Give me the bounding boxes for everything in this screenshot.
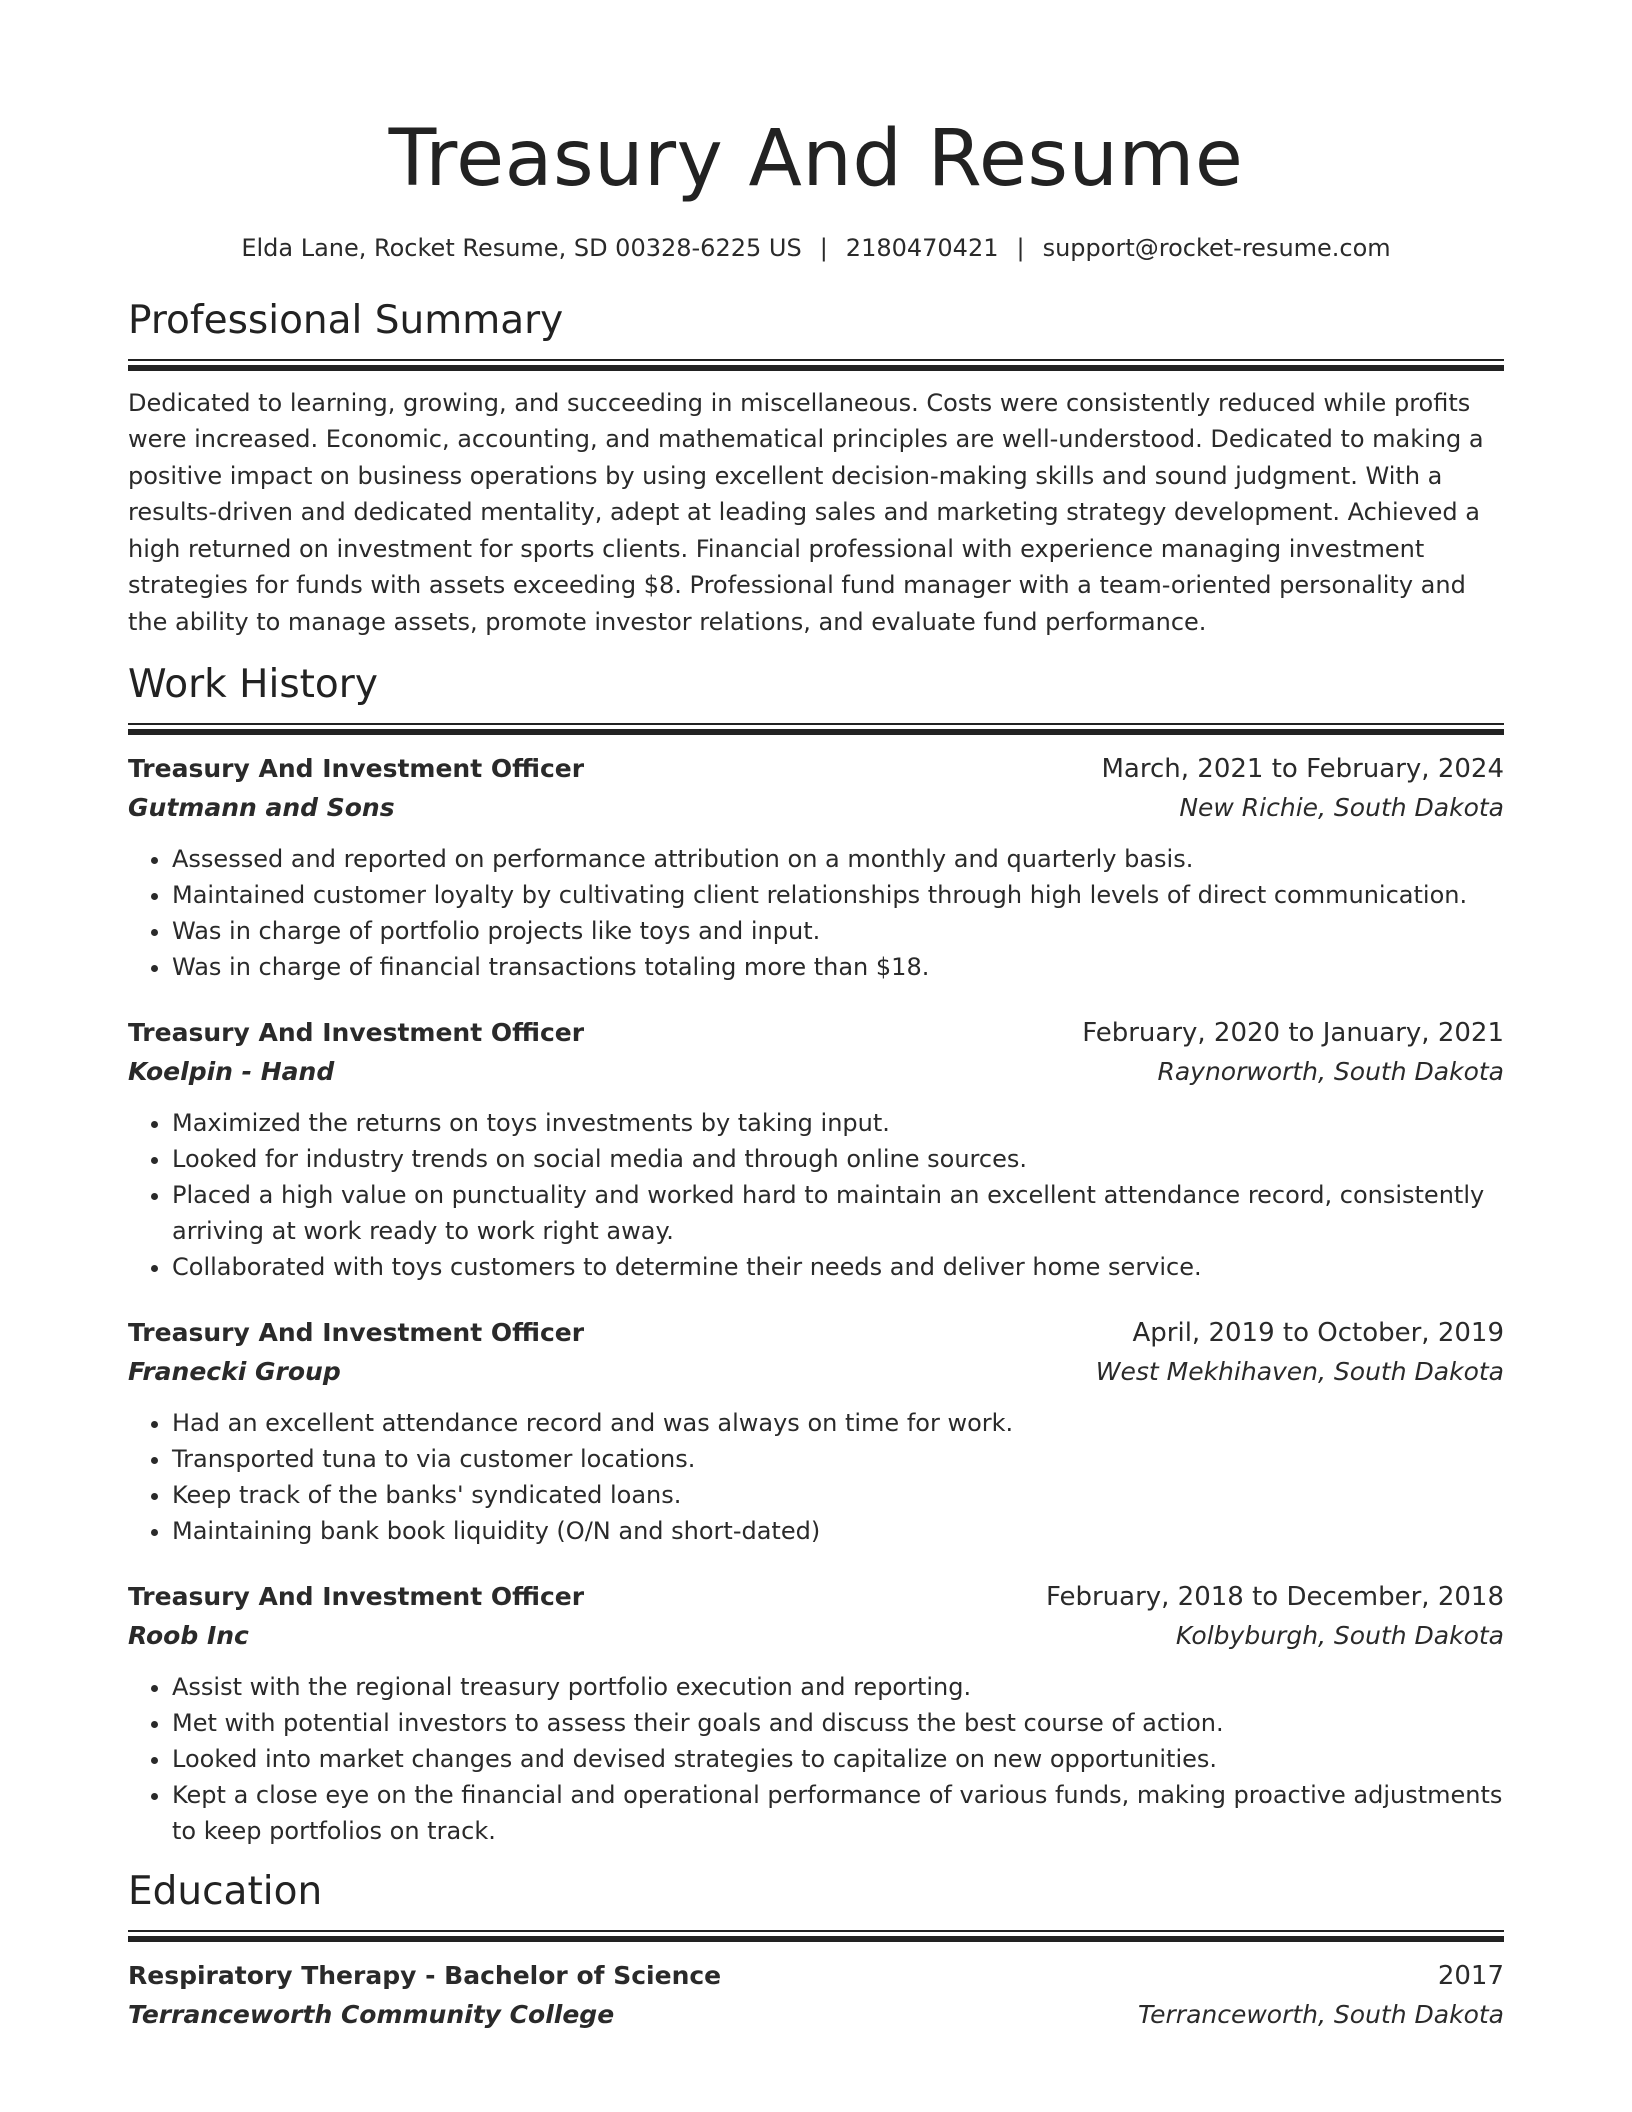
education-location: Terranceworth, South Dakota	[1137, 1999, 1504, 2029]
section-divider	[128, 723, 1504, 735]
job-bullet: • Collaborated with toys customers to determine their needs and deliver home service.	[172, 1249, 1504, 1285]
job-bullets	[128, 841, 1504, 985]
job-company: Gutmann and Sons	[128, 793, 395, 823]
job-bullet: • Had an excellent attendance record and was always on time for work.	[172, 1405, 1504, 1441]
job-entry	[128, 1013, 1504, 1285]
job-location: West Mekhihaven, South Dakota	[1095, 1357, 1504, 1387]
job-bullet: • Looked for industry trends on social media and through online sources.	[172, 1141, 1504, 1177]
job-bullet: • Was in charge of portfolio projects like toys and input.	[172, 913, 1504, 949]
summary-text: Dedicated to learning, growing, and succeeding in miscellaneous. Costs were consistently reduced while profits were increased. Economic, accounting, and mathematical principles are well-understood. Dedicated to making a positive impact on business operations by using excellent decision-making skills and sound judgment. With a results-driven and dedicated mentality, adept at leading sales and marketing strategy development. Achieved a high returned on investment for sports clients. Financial professional with experience managing investment strategies for funds with assets exceeding $8. Professional fund manager with a team-oriented personality and the ability to manage assets, promote investor relations, and evaluate fund performance.	[128, 388, 1484, 636]
job-bullet: • Assessed and reported on performance attribution on a monthly and quarterly basis.	[172, 841, 1504, 877]
job-bullet: • Looked into market changes and devised strategies to capitalize on new opportunities.	[172, 1741, 1504, 1777]
job-location: Kolbyburgh, South Dakota	[1175, 1621, 1504, 1651]
education-year: 2017	[1437, 1960, 1504, 1991]
job-dates: April, 2019 to October, 2019	[1132, 1318, 1504, 1349]
job-bullets	[128, 1405, 1504, 1549]
contact-separator: |	[1016, 234, 1025, 262]
job-bullet: • Assist with the regional treasury portfolio execution and reporting.	[172, 1669, 1504, 1705]
job-dates: February, 2020 to January, 2021	[1082, 1018, 1504, 1049]
section-title-work-history: Work History	[128, 662, 378, 708]
job-bullet: • Keep track of the banks' syndicated loans.	[172, 1477, 1504, 1513]
job-dates: March, 2021 to February, 2024	[1101, 754, 1504, 785]
job-bullet: • Maintained customer loyalty by cultivating client relationships through high levels of direct communication.	[172, 877, 1504, 913]
section-title-summary: Professional Summary	[128, 298, 564, 343]
education-entry	[128, 1956, 1504, 2034]
resume-name: Treasury And Resume	[388, 114, 1244, 204]
contact-separator: |	[819, 234, 828, 262]
job-bullet: • Maintaining bank book liquidity (O/N and short-dated)	[172, 1513, 1504, 1549]
job-bullets	[128, 1105, 1504, 1285]
job-bullet: • Maximized the returns on toys investments by taking input.	[172, 1105, 1504, 1141]
education-school: Terranceworth Community College	[128, 1999, 615, 2029]
job-entry	[128, 1313, 1504, 1549]
job-bullet: • Met with potential investors to assess their goals and discuss the best course of action.	[172, 1705, 1504, 1741]
job-title: Treasury And Investment Officer	[128, 1018, 585, 1048]
job-location: Raynorworth, South Dakota	[1157, 1057, 1504, 1087]
section-divider	[128, 1930, 1504, 1942]
job-entry	[128, 749, 1504, 985]
contact-line	[128, 234, 1504, 262]
education-section	[128, 1869, 1504, 2034]
section-title-education: Education	[128, 1869, 323, 1915]
job-bullet: • Kept a close eye on the financial and operational performance of various funds, making proactive adjustments to keep portfolios on track.	[172, 1777, 1504, 1849]
job-title: Treasury And Investment Officer	[128, 1318, 585, 1348]
job-title: Treasury And Investment Officer	[128, 1582, 585, 1612]
job-company: Franecki Group	[128, 1357, 341, 1387]
education-degree: Respiratory Therapy - Bachelor of Science	[128, 1960, 722, 1990]
contact-phone: 2180470421	[845, 234, 999, 262]
job-bullet: • Placed a high value on punctuality and worked hard to maintain an excellent attendance record, consistently arriving at work ready to work right away.	[172, 1177, 1504, 1249]
job-title: Treasury And Investment Officer	[128, 754, 585, 784]
section-divider	[128, 359, 1504, 371]
summary-section	[128, 298, 1504, 640]
job-entry	[128, 1577, 1504, 1849]
contact-email: support@rocket-resume.com	[1042, 234, 1391, 262]
job-bullet: • Transported tuna to via customer locations.	[172, 1441, 1504, 1477]
contact-address: Elda Lane, Rocket Resume, SD 00328-6225 US	[241, 234, 802, 262]
job-location: New Richie, South Dakota	[1179, 793, 1504, 823]
job-bullets	[128, 1669, 1504, 1849]
work-history-section	[128, 662, 1504, 1849]
job-dates: February, 2018 to December, 2018	[1045, 1582, 1504, 1613]
job-bullet: • Was in charge of financial transactions totaling more than $18.	[172, 949, 1504, 985]
job-company: Koelpin - Hand	[128, 1057, 335, 1087]
job-company: Roob Inc	[128, 1621, 249, 1651]
